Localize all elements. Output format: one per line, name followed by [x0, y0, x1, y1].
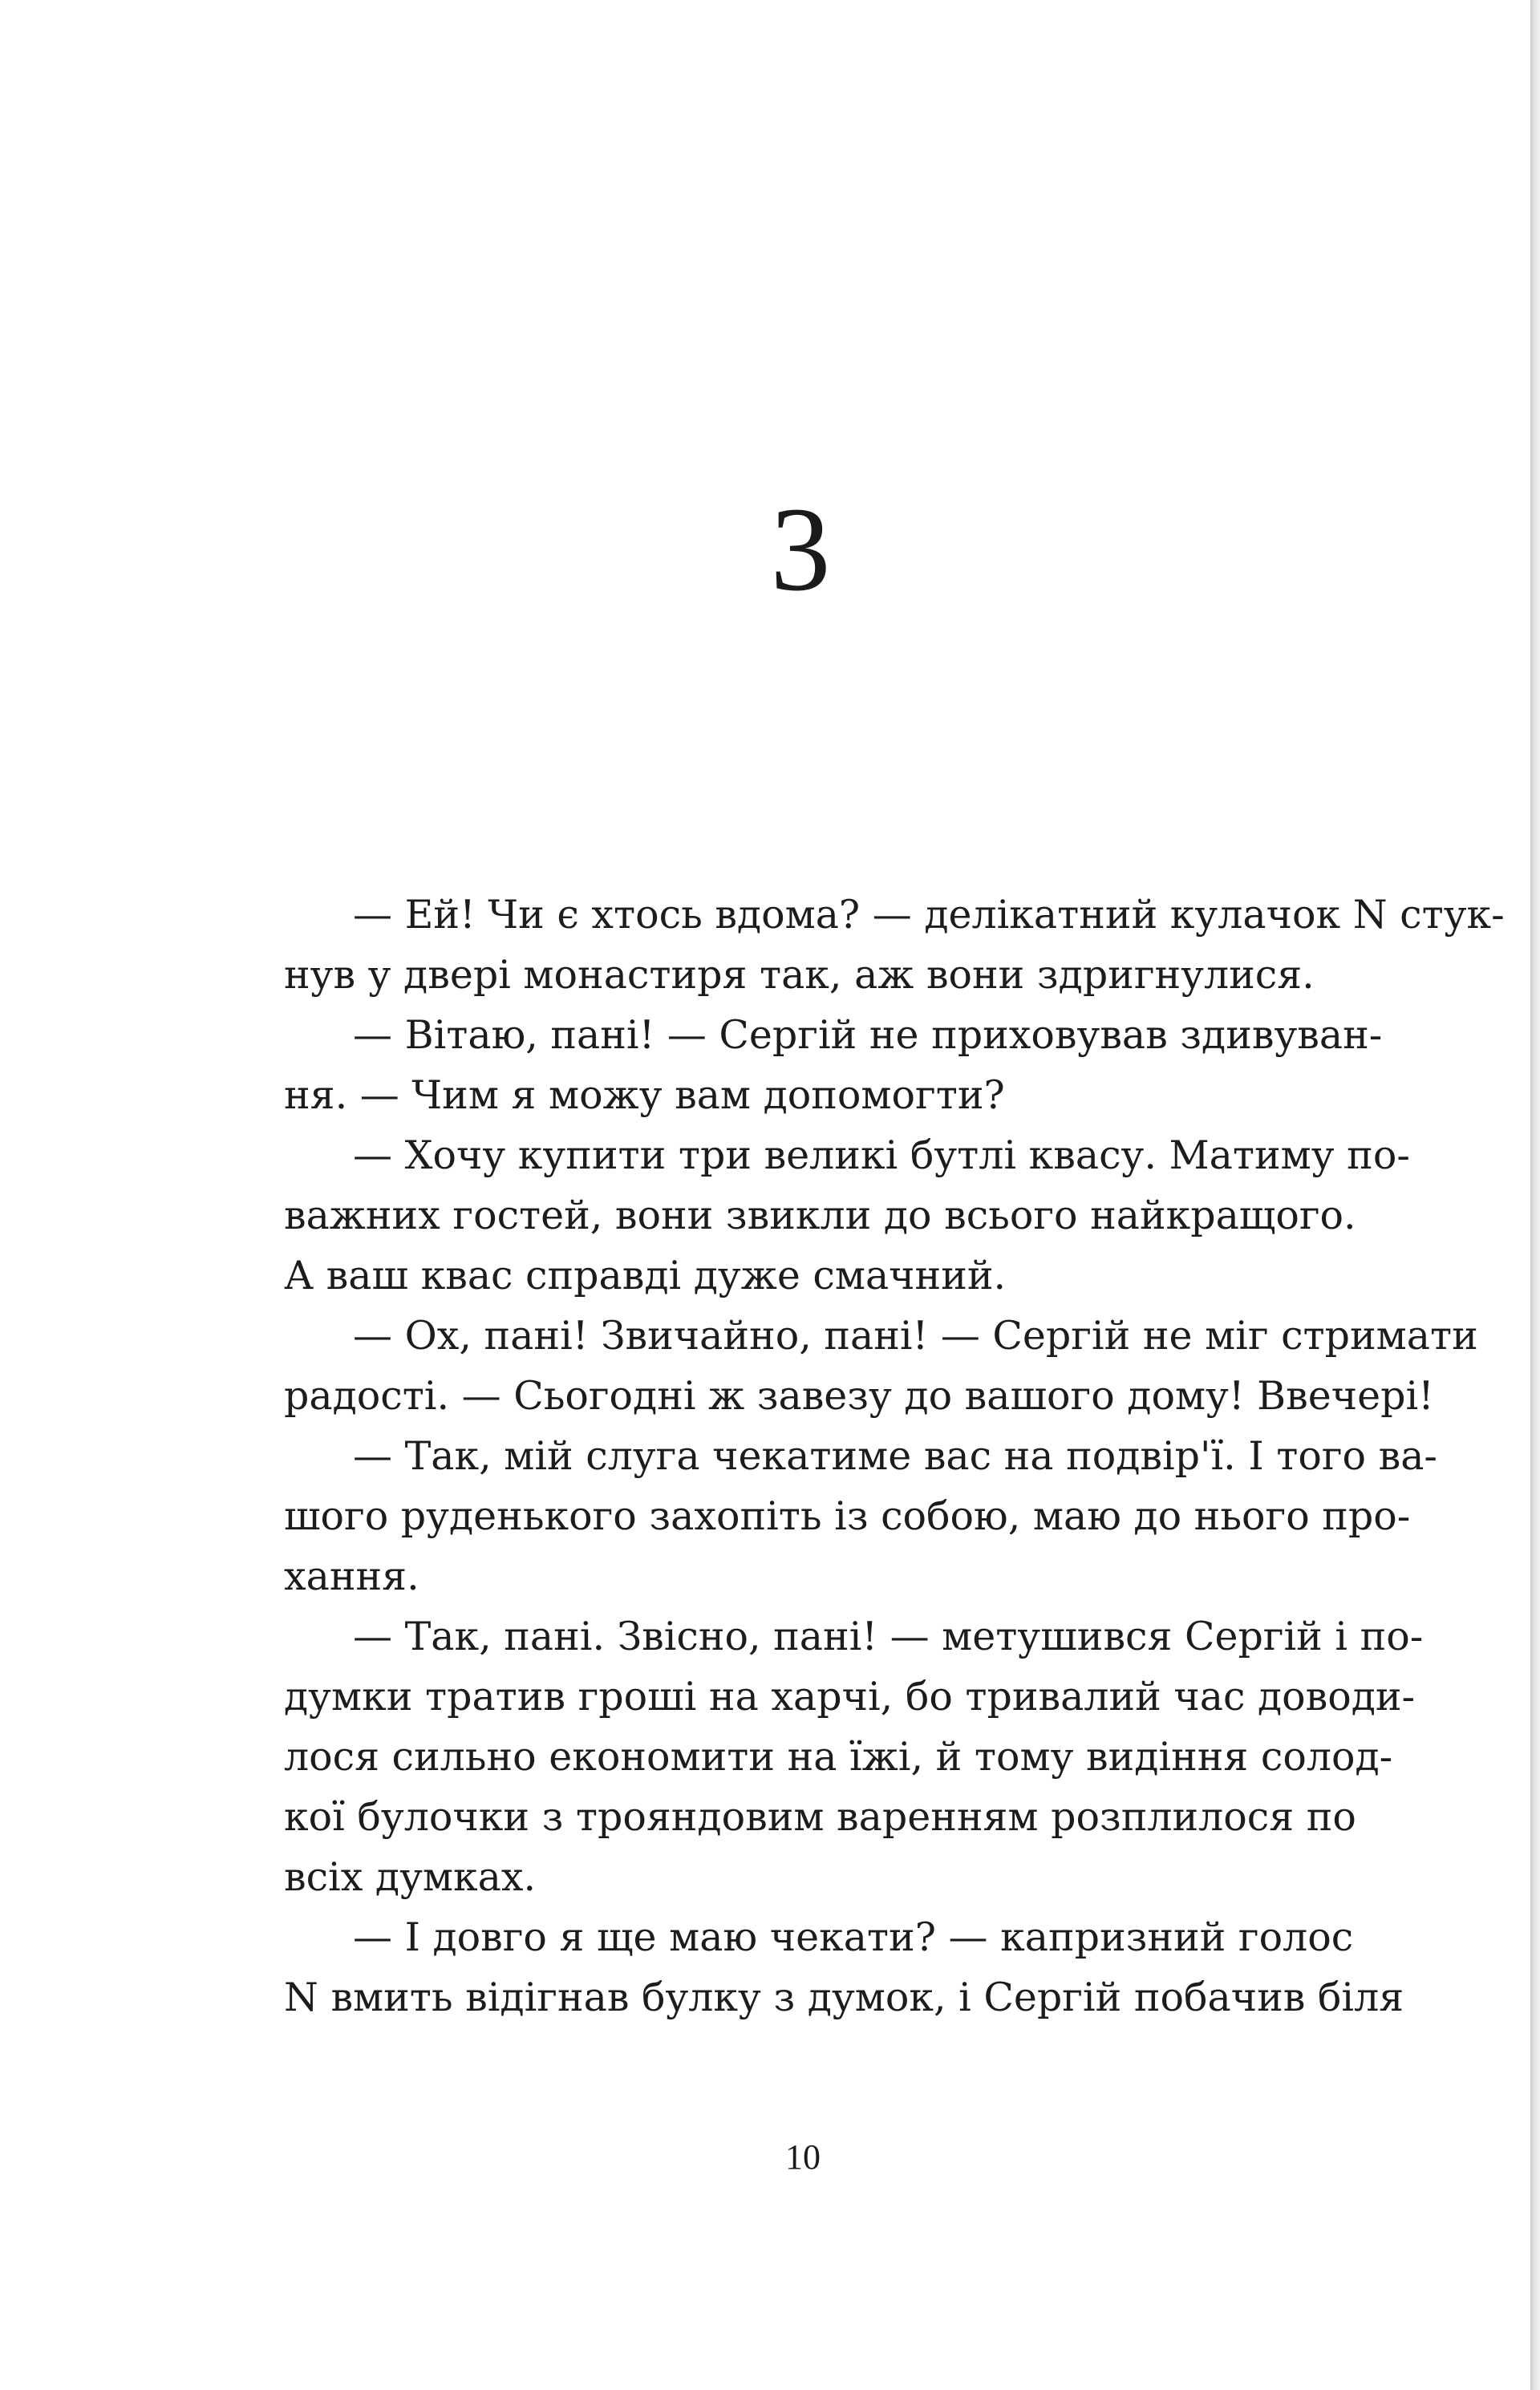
chapter-number: 3 — [770, 483, 831, 616]
text-line: всіх думках. — [284, 1854, 537, 1900]
text-line: — Ох, пані! Звичайно, пані! — Сергій не міг стримати — [353, 1313, 1478, 1359]
page-number: 10 — [785, 2137, 821, 2177]
page-edge-shadow — [1530, 0, 1540, 2390]
text-line: ня. — Чим я можу вам допомогти? — [284, 1072, 1005, 1118]
text-line: А ваш квас справді дуже смачний. — [284, 1253, 1007, 1298]
text-line: — Так, пані. Звісно, пані! — метушився Сергій і по- — [353, 1614, 1424, 1659]
text-line: N вмить відігнав булку з думок, і Сергій побачив біля — [284, 1975, 1404, 2020]
text-line: — Так, мій слуга чекатиме вас на подвір'ї. І того ва- — [353, 1433, 1437, 1479]
text-line: — Ей! Чи є хтось вдома? — делікатний кулачок N стук- — [353, 892, 1505, 938]
text-line: — Хочу купити три великі бутлі квасу. Матиму по- — [353, 1132, 1410, 1178]
text-line: важних гостей, вони звикли до всього найкращого. — [284, 1193, 1356, 1238]
text-line: нув у двері монастиря так, аж вони здригнулися. — [284, 952, 1315, 998]
text-line: думки тратив гроші на харчі, бо тривалий час доводи- — [284, 1674, 1416, 1720]
text-line: лося сильно економити на їжі, й тому видіння солод- — [284, 1734, 1393, 1780]
text-line: — Вітаю, пані! — Сергій не приховував здивуван- — [353, 1012, 1383, 1058]
text-line: — І довго я ще маю чекати? — капризний голос — [353, 1914, 1354, 1960]
chapter-text — [284, 885, 1505, 2027]
text-line: кої булочки з трояндовим варенням розплилося по — [284, 1794, 1356, 1840]
text-line: шого руденького захопіть із собою, маю до нього про- — [284, 1493, 1411, 1539]
text-line: радості. — Сьогодні ж завезу до вашого дому! Ввечері! — [284, 1373, 1434, 1419]
text-line: хання. — [284, 1554, 419, 1599]
